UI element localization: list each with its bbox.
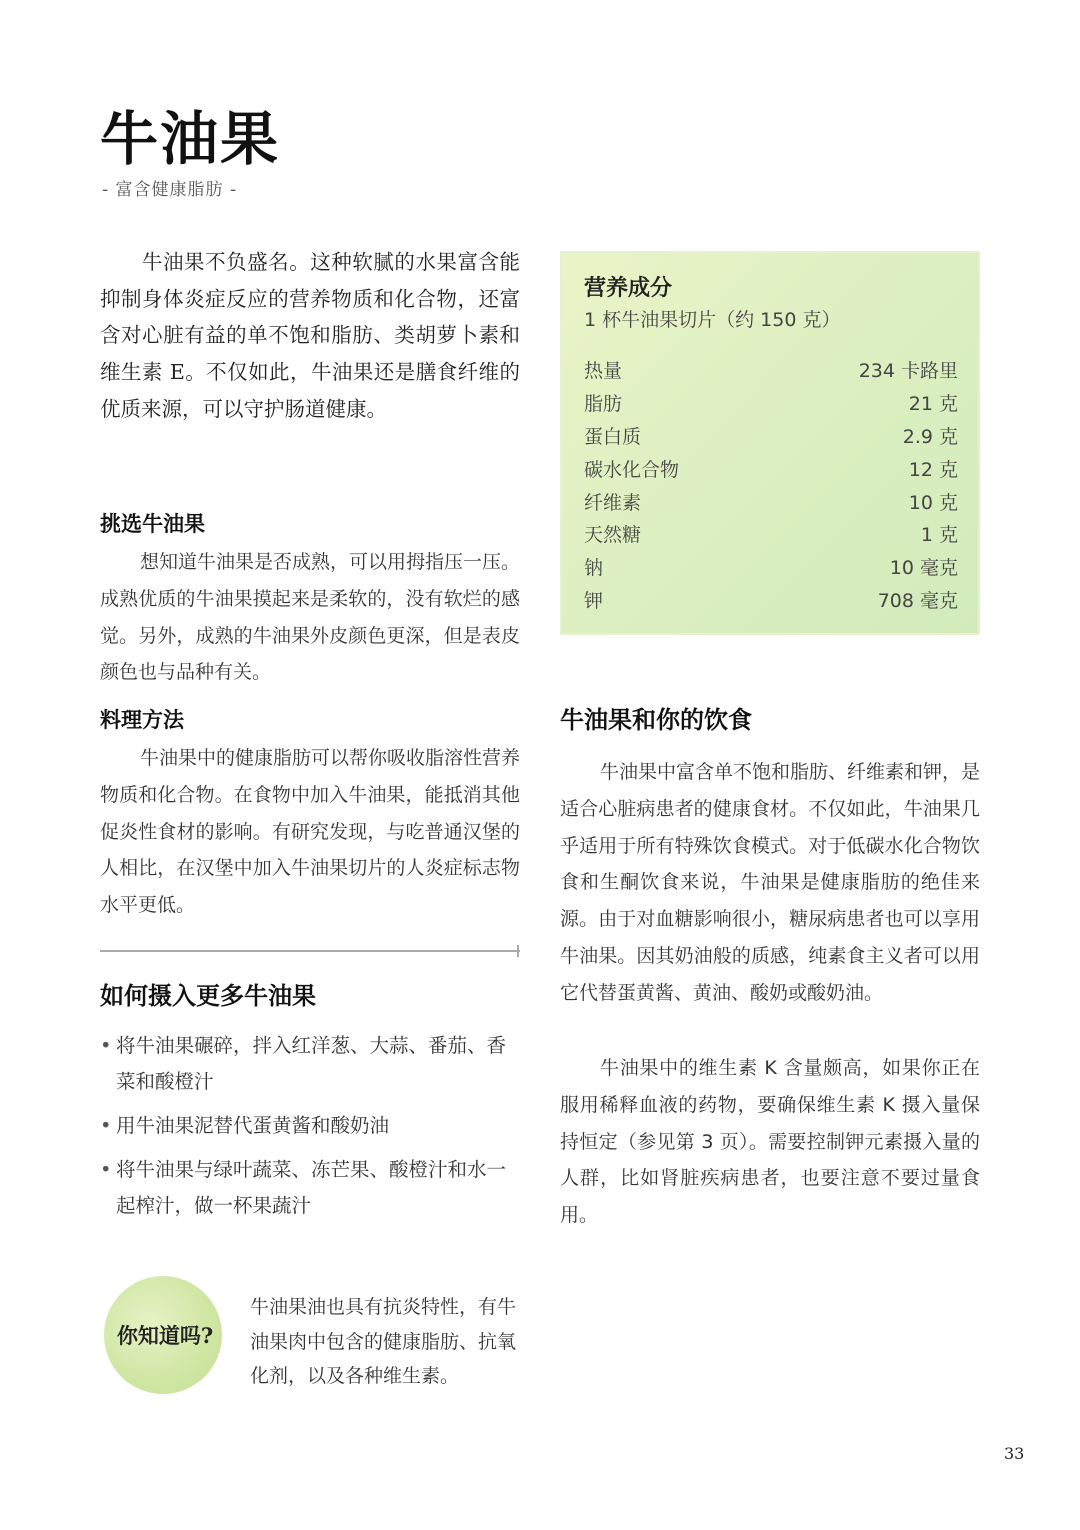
nutrient-value: 21 克 <box>908 392 958 415</box>
nutrient-value: 12 克 <box>908 458 958 481</box>
nutrition-row <box>584 421 958 454</box>
nutrition-serving-size: 1 杯牛油果切片（约 150 克） <box>584 309 841 331</box>
nutrient-name: 蛋白质 <box>584 425 642 448</box>
page-number: 33 <box>1004 1444 1025 1463</box>
nutrition-facts-card <box>562 253 978 633</box>
nutrient-value: 708 毫克 <box>877 590 958 613</box>
select-paragraph: 想知道牛油果是否成熟，可以用拇指压一压。成熟优质的牛油果摸起来是柔软的，没有软烂的感觉。另外，成熟的牛油果外皮颜色更深，但是表皮颜色也与品种有关。 <box>100 551 521 684</box>
list-item: • 将牛油果碾碎，拌入红洋葱、大蒜、番茄、香菜和酸橙汁 <box>100 1028 520 1100</box>
nutrient-value: 1 克 <box>920 524 958 547</box>
section-divider <box>100 950 520 952</box>
nutrient-name: 钾 <box>584 590 604 613</box>
list-item: • 用牛油果泥替代蛋黄酱和酸奶油 <box>100 1108 520 1144</box>
nutrient-value: 10 克 <box>908 491 958 514</box>
nutrient-name: 碳水化合物 <box>584 458 680 481</box>
nutrition-table <box>584 355 958 618</box>
nutrition-row <box>584 487 958 520</box>
select-heading: 挑选牛油果 <box>100 511 205 536</box>
intro-paragraph: 牛油果不负盛名。这种软腻的水果富含能抑制身体炎症反应的营养物质和化合物，还富含对心脏有益的单不饱和脂肪、类胡萝卜素和维生素 E。不仅如此，牛油果还是膳食纤维的优质来源，可以守护肠道健康。 <box>100 250 520 421</box>
nutrient-value: 10 毫克 <box>889 557 958 580</box>
diet-paragraph-1: 牛油果中富含单不饱和脂肪、纤维素和钾，是适合心脏病患者的健康食材。不仅如此，牛油果几乎适用于所有特殊饮食模式。对于低碳水化合物饮食和生酮饮食来说，牛油果是健康脂肪的绝佳来源。由于对血糖影响很小，糖尿病患者也可以享用牛油果。因其奶油般的质感，纯素食主义者可以用它代替蛋黄酱、黄油、酸奶或酸奶油。 <box>560 761 981 1004</box>
nutrition-row <box>584 585 958 618</box>
more-avocado-heading: 如何摄入更多牛油果 <box>100 981 316 1010</box>
page-title: 牛油果 <box>100 105 281 173</box>
nutrition-row <box>584 519 958 552</box>
nutrient-name: 纤维素 <box>584 491 642 514</box>
section-divider-cap <box>517 945 519 957</box>
nutrition-row <box>584 454 958 487</box>
did-you-know-label: 你知道吗? <box>116 1323 214 1348</box>
list-item: • 将牛油果与绿叶蔬菜、冻芒果、酸橙汁和水一起榨汁，做一杯果蔬汁 <box>100 1152 520 1224</box>
tips-list <box>100 1028 520 1232</box>
cooking-paragraph: 牛油果中的健康脂肪可以帮你吸收脂溶性营养物质和化合物。在食物中加入牛油果，能抵消其他促炎性食材的影响。有研究发现，与吃普通汉堡的人相比，在汉堡中加入牛油果切片的人炎症标志物水平更低。 <box>100 747 521 917</box>
nutrition-row <box>584 388 958 421</box>
nutrition-title: 营养成分 <box>584 276 673 301</box>
nutrient-value: 2.9 克 <box>902 425 958 448</box>
page-subtitle: - 富含健康脂肪 - <box>102 180 238 200</box>
diet-heading: 牛油果和你的饮食 <box>560 705 752 734</box>
diet-paragraph-2: 牛油果中的维生素 K 含量颇高，如果你正在服用稀释血液的药物，要确保维生素 K 摄入量保持恒定（参见第 3 页）。需要控制钾元素摄入量的人群，比如肾脏疾病患者，也要注意不要过量食用。 <box>560 1057 980 1227</box>
nutrition-row <box>584 355 958 388</box>
nutrient-name: 天然糖 <box>584 524 642 547</box>
did-you-know-text: 牛油果油也具有抗炎特性，有牛油果肉中包含的健康脂肪、抗氧化剂，以及各种维生素。 <box>250 1296 517 1388</box>
nutrition-row <box>584 552 958 585</box>
nutrient-value: 234 卡路里 <box>858 360 958 382</box>
did-you-know-badge <box>104 1276 222 1394</box>
nutrient-name: 脂肪 <box>584 392 623 415</box>
cooking-heading: 料理方法 <box>100 707 184 732</box>
nutrient-name: 热量 <box>584 360 623 382</box>
nutrient-name: 钠 <box>584 557 604 580</box>
